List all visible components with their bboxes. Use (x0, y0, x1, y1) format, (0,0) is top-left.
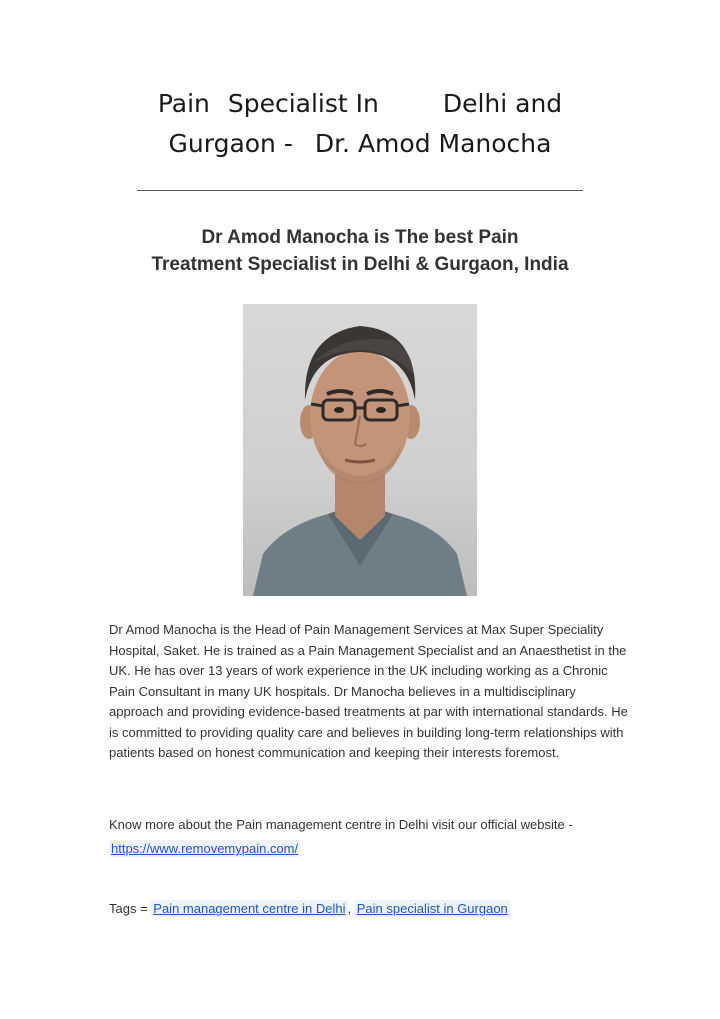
know-more-text: Know more about the Pain management centre in Delhi visit our official website - (109, 817, 573, 832)
title-word: Dr. Amod Manocha (314, 129, 552, 158)
bio-paragraph: Dr Amod Manocha is the Head of Pain Management Services at Max Super Speciality Hospital, Saket. He is trained as a Pain Management Specialist and an Anaesthetist in the UK. He has over 13 years of work experience in the UK including working as a Chronic Pain Consultant in many UK hospitals. Dr Manocha believes in a multidisciplinary approach and providing evidence-based treatments at par with international standards. He is committed to providing quality care and believes in building long-term relationships with patients based on honest communication and keeping their interests foremost. (109, 622, 628, 760)
title-word: Delhi and (442, 89, 563, 118)
title-divider (137, 190, 583, 191)
page-title (0, 84, 720, 164)
tag-link-pain-specialist-gurgaon[interactable]: Pain specialist in Gurgaon (356, 901, 508, 916)
know-more-line (109, 813, 609, 861)
subtitle-heading (60, 224, 660, 278)
website-link[interactable]: https://www.removemypain.com/ (111, 841, 299, 856)
doctor-portrait-photo (243, 304, 477, 596)
tag-link-pain-management-delhi[interactable]: Pain management centre in Delhi (153, 901, 346, 916)
tags-line (109, 898, 629, 920)
portrait-illustration (243, 304, 477, 596)
tags-separator: , (347, 901, 355, 916)
title-word: Pain (157, 89, 210, 118)
tags-prefix: Tags = (109, 901, 152, 916)
title-word: Specialist In (227, 89, 379, 118)
subtitle-line: Treatment Specialist in Delhi & Gurgaon, India (151, 254, 569, 275)
title-word: Gurgaon - (168, 129, 293, 158)
subtitle-line: Dr Amod Manocha is The best Pain (201, 227, 519, 248)
